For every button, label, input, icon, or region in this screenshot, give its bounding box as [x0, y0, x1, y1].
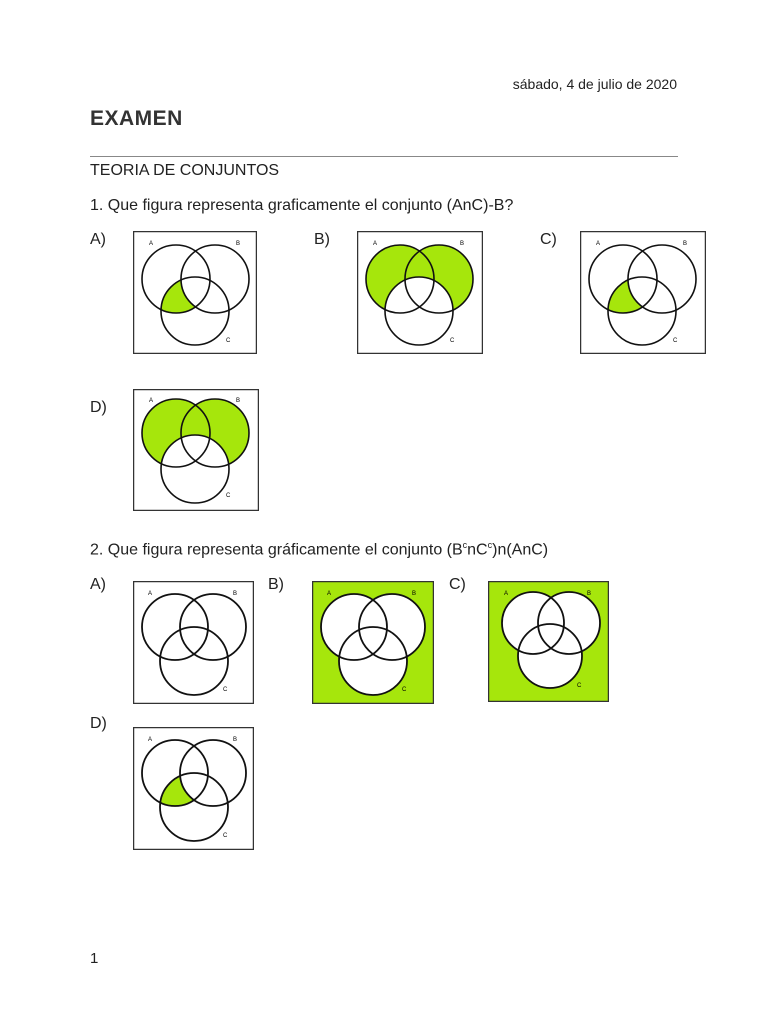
venn-svg [133, 581, 254, 704]
question-2-text-part: 2. Que figura representa gráficamente el conjunto (B [90, 541, 463, 559]
q1-option-a-label: A) [90, 231, 106, 248]
label-a: A [373, 241, 378, 247]
venn-svg [357, 231, 483, 354]
venn-svg [580, 231, 706, 354]
complement-superscript: c [487, 540, 493, 550]
label-a: A [149, 398, 154, 404]
label-b: B [412, 591, 417, 597]
label-a: A [149, 241, 154, 247]
label-a: A [148, 591, 153, 597]
label-b: B [236, 241, 241, 247]
label-a: A [504, 591, 509, 597]
label-b: B [587, 591, 592, 597]
q1-option-a-venn-diagram [133, 231, 257, 354]
label-a: A [327, 591, 332, 597]
venn-svg [133, 389, 259, 511]
q1-option-d-label: D) [90, 399, 107, 416]
question-2-text-part: )n(AnC) [492, 541, 549, 559]
q1-option-c-venn-diagram [580, 231, 706, 354]
q1-option-b-label: B) [314, 231, 330, 248]
label-c: C [223, 833, 228, 839]
question-2-text [90, 540, 548, 559]
venn-svg [133, 231, 257, 354]
q2-option-a-label: A) [90, 576, 106, 593]
venn-svg [488, 581, 609, 702]
label-a: A [596, 241, 601, 247]
title-divider [90, 156, 678, 157]
label-c: C [577, 683, 582, 689]
label-c: C [223, 687, 228, 693]
document-title: EXAMEN [90, 107, 183, 130]
label-b: B [233, 737, 238, 743]
label-a: A [148, 737, 153, 743]
document-date: sábado, 4 de julio de 2020 [512, 76, 677, 92]
venn-svg [133, 727, 254, 850]
q1-option-d-venn-diagram [133, 389, 259, 511]
section-heading: TEORIA DE CONJUNTOS [90, 162, 280, 179]
question-2-text-part: nC [467, 541, 488, 559]
q1-option-b-venn-diagram [357, 231, 483, 354]
label-c: C [226, 493, 231, 499]
label-c: C [226, 338, 231, 344]
complement-superscript: c [462, 540, 468, 550]
question-1-text: 1. Que figura representa graficamente el conjunto (AnC)-B? [90, 197, 514, 214]
q2-option-d-venn-diagram [133, 727, 254, 850]
label-b: B [236, 398, 241, 404]
page-number: 1 [90, 950, 99, 967]
venn-svg [312, 581, 434, 704]
label-c: C [402, 687, 407, 693]
label-b: B [233, 591, 238, 597]
q2-option-b-label: B) [268, 576, 284, 593]
q2-option-c-label: C) [449, 576, 466, 593]
q2-option-a-venn-diagram [133, 581, 254, 704]
q2-option-c-venn-diagram [488, 581, 609, 702]
q2-option-d-label: D) [90, 715, 107, 732]
label-b: B [683, 241, 688, 247]
label-c: C [450, 338, 455, 344]
q2-option-b-venn-diagram [312, 581, 434, 704]
label-b: B [460, 241, 465, 247]
label-c: C [673, 338, 678, 344]
q1-option-c-label: C) [540, 231, 557, 248]
